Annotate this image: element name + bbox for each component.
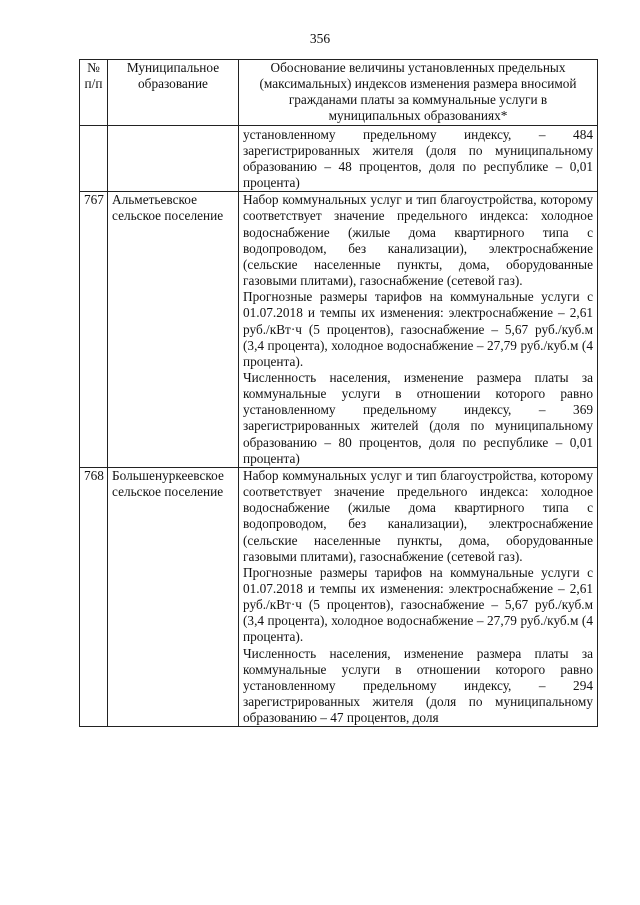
row-justification <box>239 467 598 727</box>
justification-paragraph: Прогнозные размеры тарифов на коммунальные услуги с 01.07.2018 и темпы их изменения: электроснабжение – 2,61 руб./кВт·ч (5 процентов), газоснабжение – 5,67 руб./куб.м (3,4 процента), холодное водоснабжение – 27,79 руб./куб.м (4 процента). <box>243 564 593 645</box>
justification-paragraph: Прогнозные размеры тарифов на коммунальные услуги с 01.07.2018 и темпы их изменения: электроснабжение – 2,61 руб./кВт·ч (5 процентов), газоснабжение – 5,67 руб./куб.м (3,4 процента), холодное водоснабжение – 27,79 руб./куб.м (4 процента). <box>243 289 593 369</box>
header-number: № п/п <box>80 60 108 126</box>
justification-paragraph: Численность населения, изменение размера платы за коммунальные услуги в отношении которого равно установленному предельному индексу, – 369 зарегистрированных жителей (доля по муниципальному образованию – 80 процентов, доля по республике – 0,01 процента) <box>243 369 593 466</box>
table-header-row <box>80 60 598 126</box>
header-municipality: Муниципальное образование <box>108 60 239 126</box>
row-municipality <box>108 125 239 192</box>
row-number: 768 <box>80 467 108 727</box>
row-justification <box>239 125 598 192</box>
header-justification: Обоснование величины установленных предельных (максимальных) индексов изменения размера вносимой гражданами платы за коммунальные услуги в муниципальных образованиях* <box>239 60 598 126</box>
table-row <box>80 125 598 192</box>
justification-paragraph: установленному предельному индексу, – 484 зарегистрированных жителя (доля по муниципальному образованию – 48 процентов, доля по республике – 0,01 процента) <box>243 126 593 191</box>
justification-paragraph: Набор коммунальных услуг и тип благоустройства, которому соответствует значение предельного индекса: холодное водоснабжение (жилые дома квартирного типа с водопроводом, без канализации), электроснабжение (сельские населенные пункты, дома, оборудованные газовыми плитами), газоснабжение (сетевой газ). <box>243 467 593 564</box>
page-number: 356 <box>309 31 331 46</box>
row-municipality: Альметьевское сельское поселение <box>108 192 239 468</box>
justification-paragraph: Численность населения, изменение размера платы за коммунальные услуги в отношении которого равно установленному предельному индексу, – 294 зарегистрированных жителя (доля по муниципальному образованию – 47 процентов, доля <box>243 645 593 726</box>
row-justification <box>239 192 598 468</box>
row-number <box>80 125 108 192</box>
tariff-justification-table <box>79 59 598 727</box>
justification-paragraph: Набор коммунальных услуг и тип благоустройства, которому соответствует значение предельного индекса: холодное водоснабжение (жилые дома квартирного типа с водопроводом, без канализации), электроснабжение (сельские населенные пункты, дома, оборудованные газовыми плитами), газоснабжение (сетевой газ). <box>243 192 593 289</box>
table-row <box>80 467 598 727</box>
row-municipality: Большенуркеевское сельское поселение <box>108 467 239 727</box>
table-row <box>80 192 598 468</box>
row-number: 767 <box>80 192 108 468</box>
